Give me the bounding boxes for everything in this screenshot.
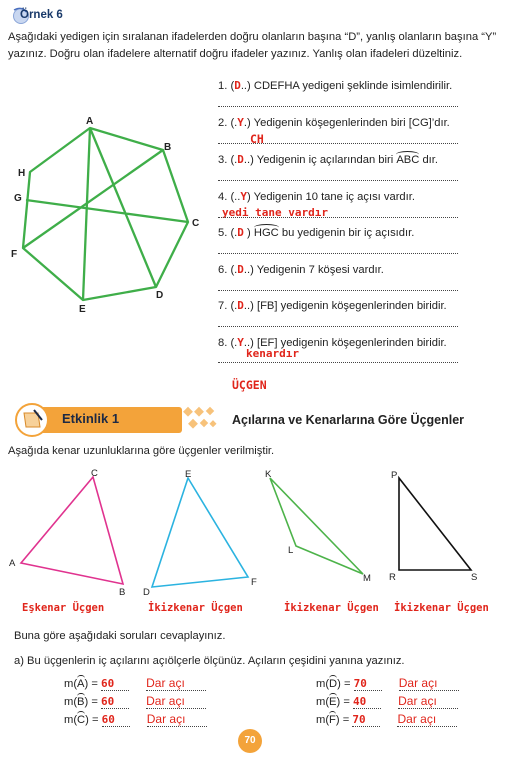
question-6: 6. (.D..) Yedigenin 7 köşesi vardır. (218, 263, 384, 276)
answer-line-8[interactable] (218, 362, 458, 363)
angle-E-kind[interactable]: Dar açı (398, 694, 458, 709)
angle-F-value[interactable]: 70 (352, 713, 380, 727)
triangle-prs (399, 478, 471, 570)
angle-B-kind[interactable]: Dar açı (146, 694, 206, 709)
vertex-G: G (14, 193, 22, 204)
etkinlik-title: Açılarına ve Kenarlarına Göre Üçgenler (232, 413, 465, 427)
question-3: 3. (.D..) Yedigenin iç açılarından biri ABC dır. (218, 153, 438, 166)
triangle-def (152, 478, 248, 587)
question-5: 5. (.D ) HGC bu yedigenin bir iç açısıdır. (218, 226, 415, 239)
label-C: C (91, 468, 98, 479)
correction-4[interactable]: yedi tane vardır (222, 206, 328, 219)
label-L: L (288, 545, 294, 556)
category-triangle-4[interactable]: İkizkenar Üçgen (394, 602, 489, 614)
question-4: 4. (..Y) Yedigenin 10 tane iç açısı vardır. (218, 190, 415, 203)
vertex-B: B (164, 142, 172, 153)
page-number: 70 (238, 729, 262, 753)
answer-6[interactable]: D (237, 263, 244, 276)
correction-8[interactable]: kenardır (246, 347, 299, 360)
angle-row-E: m(E) = 40 Dar açı (316, 694, 458, 709)
answer-line-6[interactable] (218, 290, 458, 291)
vertex-C: C (192, 218, 200, 229)
vertex-D: D (156, 290, 164, 301)
ornek-title: Örnek 6 (20, 9, 63, 21)
label-B: B (119, 587, 126, 598)
label-A: A (9, 558, 16, 569)
label-E: E (185, 469, 192, 480)
label-K: K (265, 469, 272, 480)
ucgen-heading: ÜÇGEN (232, 378, 267, 392)
answer-line-3[interactable] (218, 180, 458, 181)
angle-D-kind[interactable]: Dar açı (399, 676, 459, 691)
category-triangle-2[interactable]: İkizkenar Üçgen (148, 602, 243, 614)
vertex-E: E (79, 304, 86, 315)
category-triangle-3[interactable]: İkizkenar Üçgen (284, 602, 379, 614)
answer-8[interactable]: Y (237, 336, 244, 349)
answer-line-2[interactable] (218, 143, 458, 144)
vertex-F: F (11, 249, 18, 260)
angle-A-kind[interactable]: Dar açı (146, 676, 206, 691)
label-F: F (251, 577, 257, 588)
answer-line-5[interactable] (218, 253, 458, 254)
part-a-text: a) Bu üçgenlerin iç açılarını açıölçerle ölçünüz. Açıların çeşidini yanına yazınız. (14, 655, 405, 667)
answer-2[interactable]: Y (237, 116, 244, 129)
triangles-subtitle: Aşağıda kenar uzunluklarına göre üçgenler verilmiştir. (8, 445, 275, 457)
answer-5[interactable]: D (237, 226, 244, 239)
angle-C-kind[interactable]: Dar açı (147, 712, 207, 727)
vertex-H: H (18, 168, 26, 179)
angle-B-value[interactable]: 60 (101, 695, 129, 709)
answer-line-7[interactable] (218, 326, 458, 327)
angle-hgc: HGC (253, 227, 279, 239)
etkinlik-label: Etkinlik 1 (62, 411, 120, 426)
prompt-text: Buna göre aşağıdaki soruları cevaplayınız. (14, 630, 226, 642)
triangle-klm (270, 478, 363, 574)
answer-line-1[interactable] (218, 106, 458, 107)
angle-D-value[interactable]: 70 (354, 677, 382, 691)
angle-abc: ABC (396, 154, 420, 166)
label-P: P (391, 470, 398, 481)
angle-row-D: m(D) = 70 Dar açı (316, 676, 459, 691)
correction-2[interactable]: CH (250, 132, 264, 146)
angle-row-F: m(F) = 70 Dar açı (316, 712, 457, 727)
angle-row-C: m(C) = 60 Dar açı (64, 712, 207, 727)
angle-F-kind[interactable]: Dar açı (397, 712, 457, 727)
angle-row-B: m(B) = 60 Dar açı (64, 694, 206, 709)
label-D: D (143, 587, 150, 598)
angle-C-value[interactable]: 60 (102, 713, 130, 727)
vertex-A: A (86, 116, 94, 127)
question-2: 2. (.Y.) Yedigenin köşegenlerinden biri [CG]’dır. (218, 116, 450, 129)
answer-3[interactable]: D (237, 153, 244, 166)
category-triangle-1[interactable]: Eşkenar Üçgen (22, 602, 105, 614)
instruction-text: Aşağıdaki yedigen için sıralanan ifadelerden doğru olanların başına “D”, yanlış olanların başına “Y” yazınız. Doğru olan ifadelere alternatif doğru ifadeler yazınız. Yanlış olan ifadeleri düzeltiniz. (8, 31, 497, 60)
heptagon-figure (8, 112, 213, 317)
question-1: 1. (D..) CDEFHA yedigeni şeklinde isimlendirilir. (218, 79, 453, 92)
angle-E-value[interactable]: 40 (353, 695, 381, 709)
angle-A-value[interactable]: 60 (101, 677, 129, 691)
answer-1[interactable]: D (234, 79, 241, 92)
angle-row-A: m(A) = 60 Dar açı (64, 676, 206, 691)
triangle-abc (21, 477, 123, 584)
answer-line-4[interactable] (218, 217, 458, 218)
answer-4[interactable]: Y (240, 190, 248, 203)
answer-7[interactable]: D (237, 299, 244, 312)
label-M: M (363, 573, 371, 584)
question-8: 8. (.Y..) [EF] yedigenin köşegenlerinden biridir. (218, 336, 447, 349)
triangles-figure (5, 468, 510, 600)
label-R: R (389, 572, 396, 583)
question-7: 7. (.D..) [FB] yedigenin köşegenlerinden biridir. (218, 299, 447, 312)
label-S: S (471, 572, 478, 583)
